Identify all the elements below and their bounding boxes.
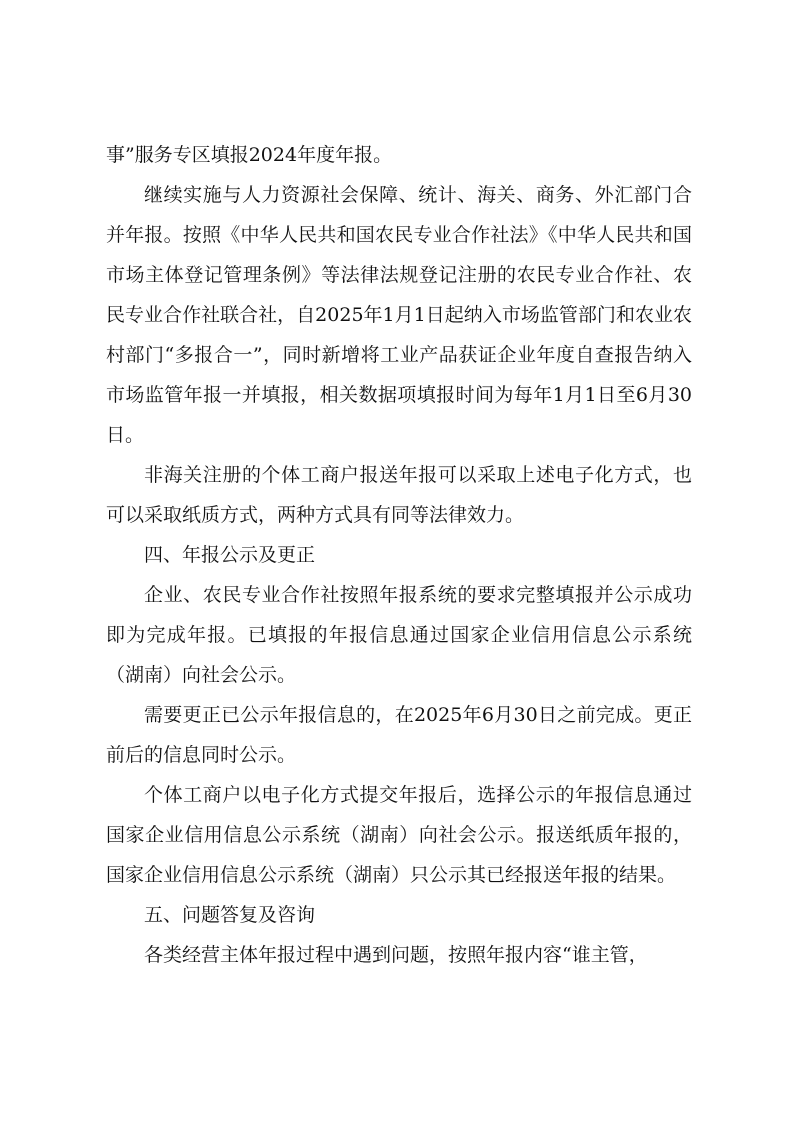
paragraph-merged-report: 继续实施与人力资源社会保障、统计、海关、商务、外汇部门合并年报。按照《中华人民共和国农民专业合作社法》《中华人民共和国市场主体登记管理条例》等法律法规登记注册的农民专业合作社、农民专业合作社联合社，自2025年1月1日起纳入市场监管部门和农业农村部门“多报合一”，同时新增将工业产品获证企业年度自查报告纳入市场监管年报一并填报，相关数据项填报时间为每年1月1日至6月30日。 (106, 184, 692, 446)
paragraph-consultation-1: 各类经营主体年报过程中遇到问题，按照年报内容“谁主管， (144, 944, 648, 966)
section-heading-disclosure: 四、年报公示及更正 (144, 544, 316, 566)
paragraph-disclosure-3: 个体工商户以电子化方式提交年报后，选择公示的年报信息通过国家企业信用信息公示系统（湖南）向社会公示。报送纸质年报的，国家企业信用信息公示系统（湖南）只公示其已经报送年报的结果。 (106, 784, 692, 886)
paragraph-disclosure-1: 企业、农民专业合作社按照年报系统的要求完整填报并公示成功即为完成年报。已填报的年报信息通过国家企业信用信息公示系统（湖南）向社会公示。 (106, 584, 692, 686)
paragraph-continuation: 事”服务专区填报2024年度年报。 (106, 144, 393, 166)
paragraph-disclosure-2: 需要更正已公示年报信息的，在2025年6月30日之前完成。更正前后的信息同时公示。 (106, 704, 692, 766)
document-body (106, 135, 692, 975)
section-heading-consultation: 五、问题答复及咨询 (144, 904, 316, 926)
paragraph-individual-business: 非海关注册的个体工商户报送年报可以采取上述电子化方式，也可以采取纸质方式，两种方式具有同等法律效力。 (106, 464, 692, 526)
